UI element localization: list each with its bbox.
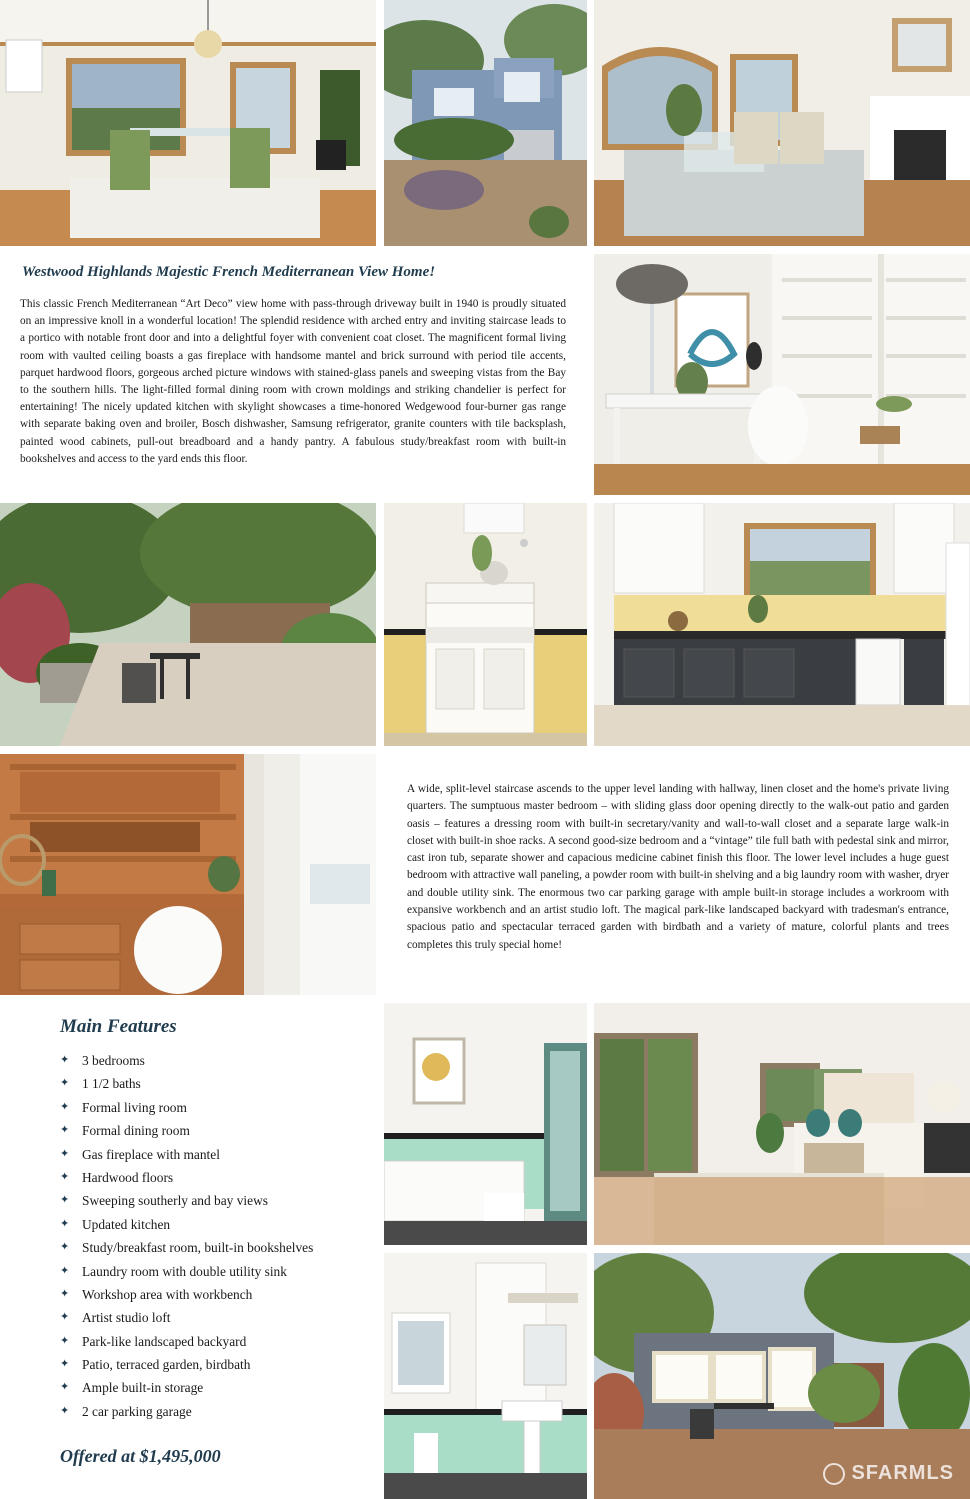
bullet-icon: ✦ — [60, 1311, 70, 1324]
features-list — [60, 1049, 313, 1423]
sfarmls-logo-icon — [823, 1463, 845, 1485]
feature-label: 1 1/2 baths — [82, 1076, 141, 1092]
feature-label: Laundry room with double utility sink — [82, 1263, 287, 1279]
listing-price: Offered at $1,495,000 — [60, 1446, 221, 1466]
feature-item — [60, 1096, 313, 1119]
feature-item — [60, 1166, 313, 1189]
bullet-icon: ✦ — [60, 1077, 70, 1090]
photo-kitchen — [594, 503, 970, 746]
feature-label: Study/breakfast room, built-in bookshelves — [82, 1240, 314, 1256]
feature-item — [60, 1306, 313, 1329]
feature-label: 2 car parking garage — [82, 1403, 192, 1419]
bullet-icon: ✦ — [60, 1147, 70, 1160]
photo-vintage-stove — [384, 503, 587, 746]
feature-label: Hardwood floors — [82, 1169, 174, 1185]
photo-bathroom-tub — [384, 1003, 587, 1245]
photo-dining-room — [0, 0, 376, 246]
bullet-icon: ✦ — [60, 1170, 70, 1183]
photo-study — [594, 254, 970, 495]
feature-label: Workshop area with workbench — [82, 1286, 253, 1302]
bullet-icon: ✦ — [60, 1124, 70, 1137]
feature-label: Formal living room — [82, 1099, 187, 1115]
photo-dressing-room-desk — [0, 754, 376, 995]
photo-master-bedroom — [594, 1003, 970, 1245]
feature-label: Formal dining room — [82, 1123, 190, 1139]
main-features-title: Main Features — [60, 1016, 177, 1037]
photo-patio — [0, 503, 376, 746]
feature-label: Ample built-in storage — [82, 1380, 204, 1396]
feature-item — [60, 1072, 313, 1095]
bullet-icon: ✦ — [60, 1054, 70, 1066]
feature-item — [60, 1213, 313, 1236]
bullet-icon: ✦ — [60, 1287, 70, 1300]
bullet-icon: ✦ — [60, 1241, 70, 1254]
feature-item — [60, 1236, 313, 1259]
photo-living-room — [594, 0, 970, 246]
feature-item — [60, 1143, 313, 1166]
watermark-text: SFARMLS — [851, 1462, 954, 1484]
feature-item — [60, 1330, 313, 1353]
feature-item — [60, 1119, 313, 1142]
feature-item — [60, 1376, 313, 1399]
feature-label: Sweeping southerly and bay views — [82, 1193, 268, 1209]
bullet-icon: ✦ — [60, 1334, 70, 1347]
feature-item — [60, 1283, 313, 1306]
photo-exterior-front — [384, 0, 587, 246]
sfarmls-watermark — [823, 1462, 954, 1485]
bullet-icon: ✦ — [60, 1381, 70, 1394]
feature-item — [60, 1049, 313, 1072]
feature-label: Updated kitchen — [82, 1216, 171, 1232]
bullet-icon: ✦ — [60, 1194, 70, 1207]
feature-label: Park-like landscaped backyard — [82, 1333, 247, 1349]
feature-item — [60, 1189, 313, 1212]
bullet-icon: ✦ — [60, 1264, 70, 1277]
listing-headline: Westwood Highlands Majestic French Mediterranean View Home! — [22, 264, 436, 280]
description-upper-lower-levels: A wide, split-level staircase ascends to the upper level landing with hallway, linen closet and the home's private living quarters. The sumptuous master bedroom – with sliding glass door opening directly to the walk-out patio and garden oasis – features a dressing room with built-in secretary/vanity and wall-to-wall closet and a separate large walk-in closet with built-in shoe racks. A second good-size bedroom and a “vintage” tile full bath with pedestal sink and mirror, cast iron tub, separate shower and capacious medicine cabinet finish this floor. The lower level includes a huge guest bedroom with attractive wall paneling, a powder room with built-in shelving and a big laundry room with washer, dryer and double utility sink. The enormous two car parking garage with ample built-in storage includes a workroom with expansive workbench and an artist studio loft. The magical park-like landscaped backyard with tradesman's entrance, spacious patio and spectacular terraced garden with birdbath and a variety of mature, colorful plants and trees completes this truly special home! — [407, 783, 949, 951]
feature-label: Artist studio loft — [82, 1310, 171, 1326]
bullet-icon: ✦ — [60, 1100, 70, 1113]
feature-item — [60, 1353, 313, 1376]
bullet-icon: ✦ — [60, 1358, 70, 1371]
feature-label: Gas fireplace with mantel — [82, 1146, 220, 1162]
bullet-icon: ✦ — [60, 1404, 70, 1417]
feature-label: 3 bedrooms — [82, 1053, 145, 1068]
feature-item — [60, 1400, 313, 1423]
feature-item — [60, 1260, 313, 1283]
photo-bathroom-sink — [384, 1253, 587, 1499]
description-main-floor: This classic French Mediterranean “Art Deco” view home with pass-through driveway built in 1940 is proudly situated on an impressive knoll in a wonderful location! The splendid residence with arched entry and inviting staircase leads to a portico with notable front door and into a delightful foyer with convenient coat closet. The magnificent formal living room with vaulted ceiling boasts a gas fireplace with handsome mantel and brick surround with period tile accents, parquet hardwood floors, gorgeous arched picture windows with stained-glass panels and sweeping vistas from the Bay to the southern hills. The light-filled formal dining room with crown moldings and striking chandelier is perfect for entertaining! The nicely updated kitchen with skylight showcases a time-honored Wedgewood four-burner gas range with separate baking oven and broiler, Bosch dishwasher, Samsung refrigerator, granite counters with tile backsplash, painted wood cabinets, pull-out breadboard and a handy pantry. A fabulous study/breakfast room with built-in bookshelves and access to the yard ends this floor. — [20, 298, 566, 465]
bullet-icon: ✦ — [60, 1217, 70, 1230]
feature-label: Patio, terraced garden, birdbath — [82, 1357, 251, 1373]
